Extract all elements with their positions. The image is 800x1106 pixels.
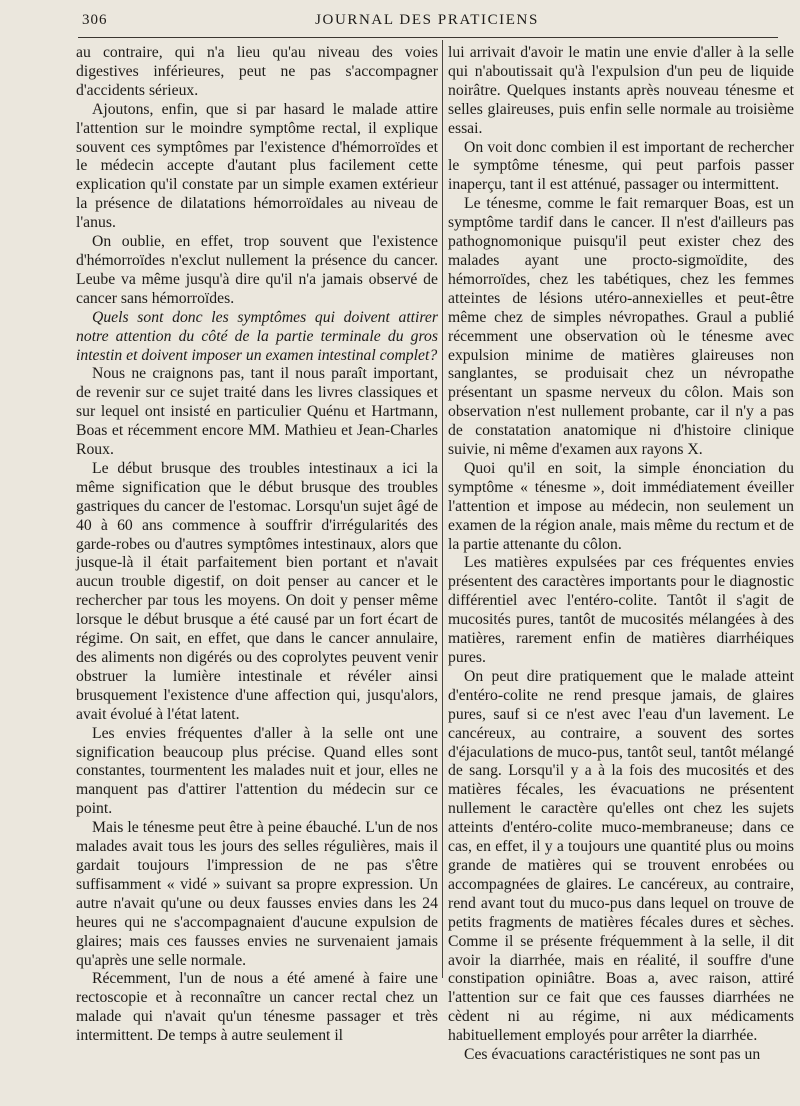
- paragraph: Quoi qu'il en soit, la simple énonciation du symptôme « ténesme », doit immédiatement éveiller l'attention et impose au médecin, non seulement un examen de la région anale, mais même du rectum et de la partie attenante du côlon.: [448, 459, 794, 553]
- paragraph: au contraire, qui n'a lieu qu'au niveau des voies digestives inférieures, peut ne pas s'accompagner d'accidents sérieux.: [76, 44, 438, 99]
- paragraph: Mais le ténesme peut être à peine ébauché. L'un de nos malades avait tous les jours des selles régulières, mais il gardait toujours l'impression de ne pas s'être suffisamment « vidé » suivant sa propre expression. Un autre n'avait qu'une ou deux fausses envies dans les 24 heures qui ne s'accompagnaient d'aucune expulsion de glaires; mais ces fausses envies ne survenaient jamais qu'après une selle normale.: [76, 819, 438, 969]
- header-rule: [78, 37, 778, 38]
- paragraph: lui arrivait d'avoir le matin une envie d'aller à la selle qui n'aboutissait qu'à l'expulsion d'un peu de liquide noirâtre. Quelques instants après nouveau ténesme et selles glaireuses, puis enfin selle normale au troisième essai.: [448, 44, 794, 137]
- paragraph: Ajoutons, enfin, que si par hasard le malade attire l'attention sur le moindre symptôme rectal, il explique souvent ces symptômes par l'existence d'hémorroïdes et le médecin accepte d'autant plus facilement cette explication qu'il constate par un simple examen extérieur la présence de dilatations hémorroïdales au niveau de l'anus.: [76, 100, 438, 232]
- paragraph: Les envies fréquentes d'aller à la selle ont une signification beaucoup plus précise. Quand elles sont constantes, tourmentent les malades nuit et jour, elles ne manquent pas d'attirer l'attention du médecin sur ce point.: [76, 724, 438, 818]
- paragraph: Le début brusque des troubles intestinaux a ici la même signification que le début brusque des troubles gastriques du cancer de l'estomac. Lorsqu'un sujet âgé de 40 à 60 ans commence à souffrir d'irrégularités des garde-robes ou d'autres symptômes intestinaux, alors que jusque-là il était parfaitement bien portant et n'avait aucun trouble digestif, on doit penser au cancer et le rechercher par tous les moyens. On doit y penser même lorsque le début brusque a été causé par un fort écart de régime. On sait, en effet, que dans le cancer annulaire, des aliments non digérés ou des coprolytes peuvent venir obstruer la lumière intestinale et révéler ainsi brusquement l'existence d'une affection qui, jusqu'alors, avait évolué à l'état latent.: [76, 459, 438, 723]
- page-number: 306: [82, 12, 108, 28]
- paragraph: Les matières expulsées par ces fréquentes envies présentent des caractères importants pour le diagnostic différentiel avec l'entéro-colite. Tantôt il s'agit de mucosités pures, tantôt de mucosités mélangées à des matières, rarement enfin de matières diarrhéiques pures.: [448, 554, 794, 666]
- paragraph: Nous ne craignons pas, tant il nous paraît important, de revenir sur ce sujet traité dans les livres classiques et sur lequel ont insisté en particulier Quénu et Hartmann, Boas et récemment encore MM. Mathieu et Jean-Charles Roux.: [76, 365, 438, 459]
- paragraph: Récemment, l'un de nous a été amené à faire une rectoscopie et à reconnaître un cancer rectal chez un malade qui n'avait qu'un ténesme passager et très intermittent. De temps à autre seulement il: [76, 970, 438, 1045]
- paragraph: On voit donc combien il est important de rechercher le symptôme ténesme, qui peut parfois passer inaperçu, tant il est atténué, passager ou intermittent.: [448, 138, 794, 194]
- paragraph: On peut dire pratiquement que le malade atteint d'entéro-colite ne rend presque jamais, de glaires pures, sauf si ce n'est avec l'eau d'un lavement. Le cancéreux, au contraire, a souvent des sortes d'éjaculations de muco-pus, tantôt seul, tantôt mélangé de sang. Lorsqu'il y a à la fois des mucosités et des matières fécales, les évacuations ne présentent nullement le caractère qu'elles ont chez les sujets atteints d'entéro-colite muco-membraneuse; dans ce cas, en effet, il y a toujours une quantité plus ou moins grande de matières qui se trouvent enrobées ou accompagnées de glaires. Le cancéreux, au contraire, rend avant tout du muco-pus dans lequel on trouve de petits fragments de matières fécales dures et sèches. Comme il se présente fréquemment à la selle, il dit avoir la diarrhée, mais en réalité, il souffre d'une constipation opiniâtre. Boas a, avec raison, attiré l'attention sur ce fait que ces fausses diarrhées ne cèdent ni au régime, ni aux médicaments habituellement employés pour arrêter la diarrhée.: [448, 667, 794, 1045]
- paragraph: Quels sont donc les symptômes qui doivent attirer notre attention du côté de la partie terminale du gros intestin et doivent imposer un examen intestinal complet?: [76, 308, 438, 364]
- journal-title: JOURNAL DES PRATICIENS: [315, 12, 539, 28]
- left-column: [76, 44, 438, 1046]
- paragraph: On oublie, en effet, trop souvent que l'existence d'hémorroïdes n'exclut nullement la présence du cancer. Leube va même jusqu'à dire qu'il n'a jamais observé de cancer sans hémorroïdes.: [76, 233, 438, 307]
- paragraph: Le ténesme, comme le fait remarquer Boas, est un symptôme tardif dans le cancer. Il n'est d'ailleurs pas pathognomonique puisqu'il peut exister chez des malades ayant une procto-sigmoïdite, des hémorroïdes, chez les tabétiques, chez les femmes atteintes de lésions utéro-annexielles et peut-être même chez de simples névropathes. Graul a publié récemment une observation où le ténesme avec expulsion minime de matières glaireuses non sanglantes, se produisait chez un névropathe présentant un spasme nerveux du côlon. Mais son observation n'est nullement probante, car il n'y a pas de constatation anatomique ni d'histoire clinique suivie, ni même d'examen aux rayons X.: [448, 195, 794, 459]
- column-divider: [442, 40, 443, 978]
- right-column: [448, 44, 794, 1065]
- paragraph: Ces évacuations caractéristiques ne sont pas un: [464, 1046, 761, 1064]
- running-header: [82, 12, 772, 34]
